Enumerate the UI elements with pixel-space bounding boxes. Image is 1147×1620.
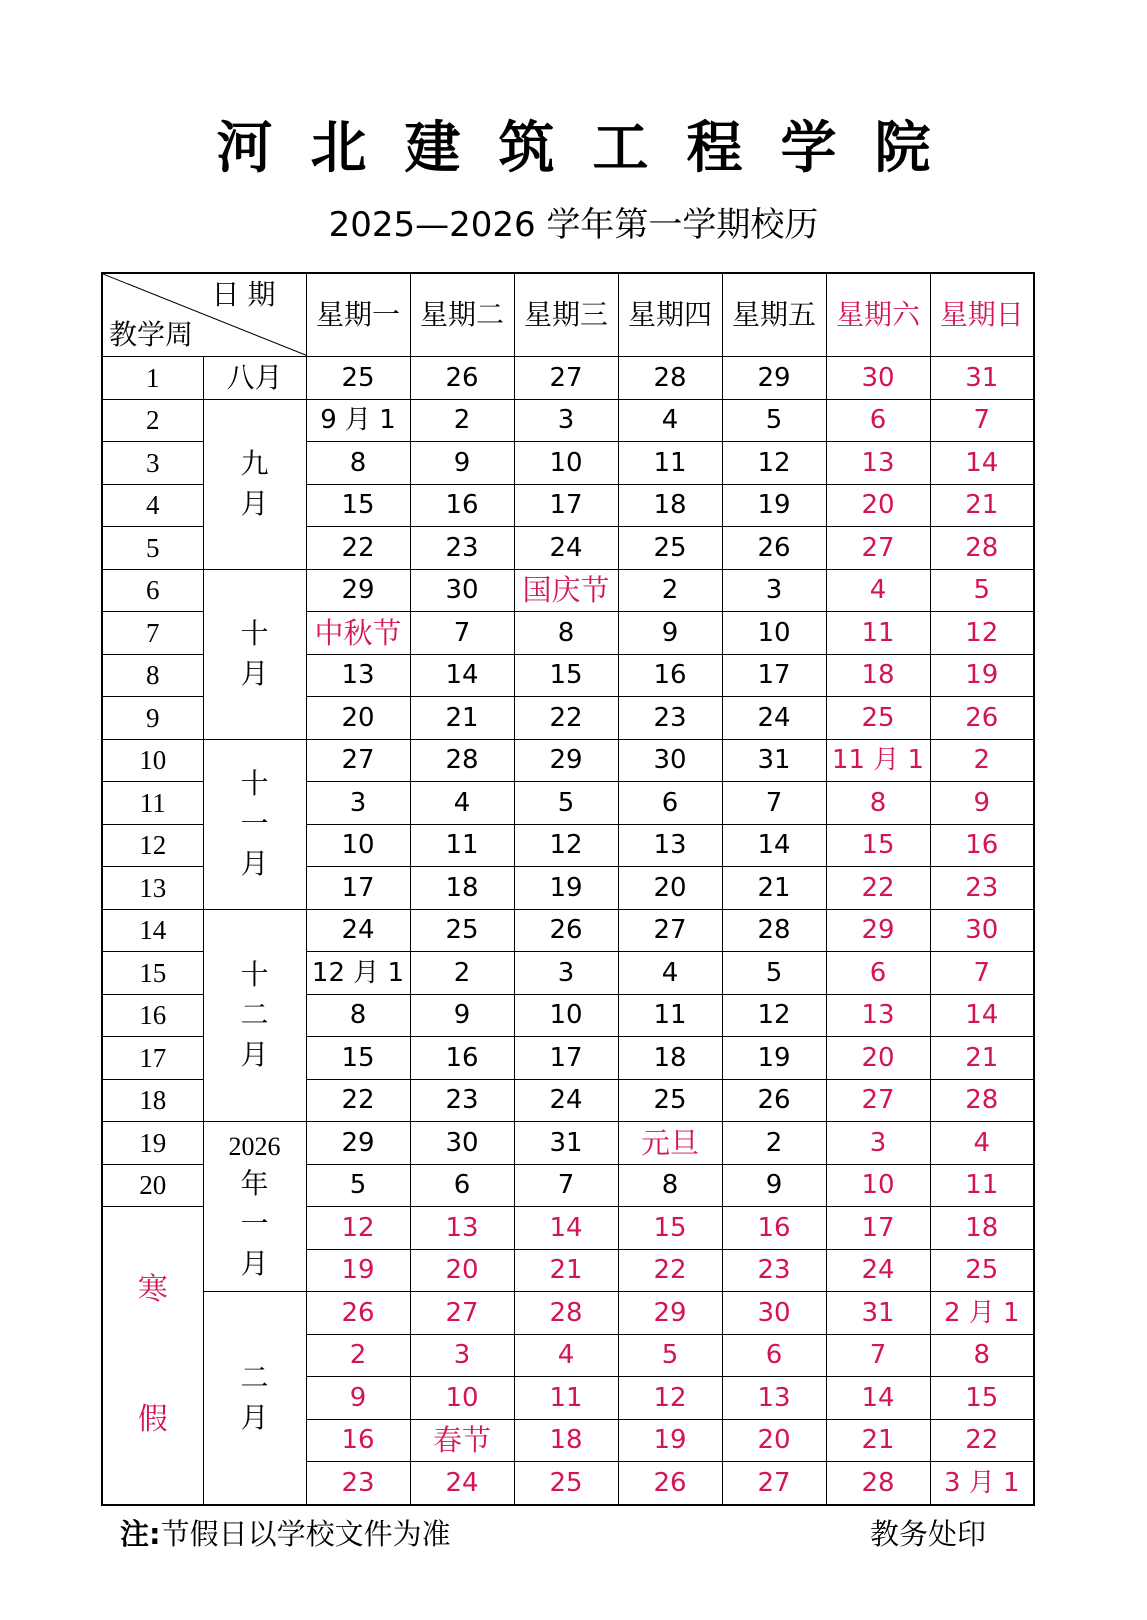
week-number-cell: 5	[102, 527, 203, 570]
date-cell: 24	[410, 1462, 514, 1505]
footer-note-text: 节假日以学校文件为准	[160, 1517, 451, 1551]
table-row	[102, 357, 1034, 400]
date-cell: 5	[722, 399, 826, 442]
date-cell: 20	[306, 697, 410, 740]
date-cell: 12	[722, 994, 826, 1037]
month-label-cell	[203, 1292, 306, 1505]
date-cell: 10	[722, 612, 826, 655]
date-cell: 3	[514, 952, 618, 995]
date-cell: 29	[306, 1122, 410, 1165]
date-cell: 3	[306, 782, 410, 825]
date-cell: 12	[618, 1377, 722, 1420]
date-cell: 19	[514, 867, 618, 910]
date-cell: 11	[826, 612, 930, 655]
date-cell: 6	[618, 782, 722, 825]
date-cell: 18	[618, 1037, 722, 1080]
date-cell: 30	[410, 1122, 514, 1165]
date-cell: 7	[930, 399, 1034, 442]
date-cell: 14	[930, 994, 1034, 1037]
date-cell: 12	[722, 442, 826, 485]
month-label: 二月	[240, 1360, 269, 1434]
date-cell: 6	[826, 952, 930, 995]
table-row	[102, 909, 1034, 952]
date-cell: 29	[514, 739, 618, 782]
month-label-cell	[203, 739, 306, 909]
school-calendar-table	[101, 272, 1035, 1506]
date-cell: 18	[930, 1207, 1034, 1250]
date-cell: 3	[514, 399, 618, 442]
date-cell: 26	[930, 697, 1034, 740]
date-cell: 2	[618, 569, 722, 612]
week-number-cell: 10	[102, 739, 203, 782]
date-cell: 28	[826, 1462, 930, 1505]
date-cell: 6	[722, 1334, 826, 1377]
date-cell: 27	[410, 1292, 514, 1335]
date-cell: 5	[618, 1334, 722, 1377]
week-number-cell: 16	[102, 994, 203, 1037]
date-cell: 4	[930, 1122, 1034, 1165]
date-cell: 25	[514, 1462, 618, 1505]
date-cell: 27	[826, 527, 930, 570]
date-cell: 11	[618, 994, 722, 1037]
date-cell: 11	[930, 1164, 1034, 1207]
date-cell: 21	[410, 697, 514, 740]
date-cell: 4	[514, 1334, 618, 1377]
date-cell: 20	[826, 484, 930, 527]
date-cell: 14	[410, 654, 514, 697]
date-cell: 16	[306, 1419, 410, 1462]
month-label: 九月	[240, 447, 269, 520]
date-cell: 21	[930, 1037, 1034, 1080]
date-cell: 22	[618, 1249, 722, 1292]
date-cell: 25	[410, 909, 514, 952]
date-cell: 28	[722, 909, 826, 952]
date-cell: 16	[410, 484, 514, 527]
week-number-cell: 12	[102, 824, 203, 867]
page-subtitle: 2025—2026 学年第一学期校历	[328, 205, 819, 245]
date-cell: 14	[722, 824, 826, 867]
holiday-cell: 元旦	[618, 1122, 722, 1165]
date-cell: 4	[410, 782, 514, 825]
month-label-cell	[203, 909, 306, 1122]
week-number-cell: 20	[102, 1164, 203, 1207]
date-cell: 12	[514, 824, 618, 867]
date-cell: 31	[514, 1122, 618, 1165]
date-cell: 19	[722, 484, 826, 527]
date-cell: 19	[618, 1419, 722, 1462]
date-cell: 23	[410, 1079, 514, 1122]
date-cell: 27	[306, 739, 410, 782]
date-cell: 30	[618, 739, 722, 782]
date-cell: 7	[514, 1164, 618, 1207]
week-number-cell: 6	[102, 569, 203, 612]
table-row	[102, 1292, 1034, 1335]
date-cell: 26	[306, 1292, 410, 1335]
date-cell: 24	[514, 527, 618, 570]
date-cell: 31	[930, 357, 1034, 400]
weekday-header-thu: 星期四	[618, 273, 722, 357]
date-cell: 24	[722, 697, 826, 740]
date-cell: 16	[930, 824, 1034, 867]
date-cell: 9 月 1	[306, 399, 410, 442]
date-cell: 29	[306, 569, 410, 612]
date-cell: 10	[410, 1377, 514, 1420]
date-cell: 12	[306, 1207, 410, 1250]
date-cell: 23	[722, 1249, 826, 1292]
date-cell: 8	[514, 612, 618, 655]
date-cell: 7	[410, 612, 514, 655]
date-cell: 8	[826, 782, 930, 825]
date-cell: 26	[410, 357, 514, 400]
date-cell: 15	[514, 654, 618, 697]
date-cell: 26	[722, 527, 826, 570]
date-cell: 29	[826, 909, 930, 952]
date-cell: 3 月 1	[930, 1462, 1034, 1505]
winter-vacation-label	[102, 1207, 203, 1505]
date-cell: 27	[826, 1079, 930, 1122]
date-cell: 2 月 1	[930, 1292, 1034, 1335]
date-cell: 18	[826, 654, 930, 697]
date-cell: 30	[930, 909, 1034, 952]
date-cell: 7	[826, 1334, 930, 1377]
date-cell: 8	[306, 994, 410, 1037]
vacation-label-char: 寒	[137, 1272, 168, 1308]
week-number-cell: 17	[102, 1037, 203, 1080]
date-cell: 23	[930, 867, 1034, 910]
date-cell: 17	[306, 867, 410, 910]
table-row	[102, 399, 1034, 442]
date-cell: 29	[722, 357, 826, 400]
weekday-header-sun: 星期日	[930, 273, 1034, 357]
date-cell: 25	[930, 1249, 1034, 1292]
date-cell: 5	[306, 1164, 410, 1207]
month-label-cell	[203, 399, 306, 569]
date-cell: 13	[410, 1207, 514, 1250]
date-cell: 26	[514, 909, 618, 952]
corner-header-cell	[102, 273, 306, 357]
date-cell: 2	[722, 1122, 826, 1165]
date-cell: 2	[930, 739, 1034, 782]
table-row	[102, 569, 1034, 612]
date-cell: 19	[930, 654, 1034, 697]
date-cell: 27	[618, 909, 722, 952]
week-number-cell: 7	[102, 612, 203, 655]
date-cell: 2	[410, 399, 514, 442]
date-cell: 7	[722, 782, 826, 825]
holiday-cell: 中秋节	[306, 612, 410, 655]
date-cell: 13	[618, 824, 722, 867]
weekday-header-fri: 星期五	[722, 273, 826, 357]
date-cell: 25	[618, 527, 722, 570]
month-label: 十二月	[240, 958, 269, 1072]
date-cell: 16	[410, 1037, 514, 1080]
date-cell: 10	[514, 994, 618, 1037]
corner-week-label: 教学周	[109, 318, 194, 351]
date-cell: 27	[722, 1462, 826, 1505]
date-cell: 14	[826, 1377, 930, 1420]
week-number-cell: 4	[102, 484, 203, 527]
footer-note	[120, 1514, 451, 1554]
month-label: 年一月	[240, 1166, 269, 1280]
date-cell: 3	[826, 1122, 930, 1165]
date-cell: 19	[306, 1249, 410, 1292]
table-row	[102, 739, 1034, 782]
date-cell: 22	[826, 867, 930, 910]
footer-signature: 教务处印	[870, 1517, 987, 1551]
date-cell: 23	[306, 1462, 410, 1505]
date-cell: 13	[306, 654, 410, 697]
date-cell: 23	[410, 527, 514, 570]
date-cell: 10	[826, 1164, 930, 1207]
month-year-label: 2026	[228, 1131, 281, 1161]
date-cell: 4	[618, 399, 722, 442]
date-cell: 17	[514, 484, 618, 527]
date-cell: 14	[514, 1207, 618, 1250]
date-cell: 4	[826, 569, 930, 612]
date-cell: 15	[306, 1037, 410, 1080]
holiday-cell: 国庆节	[514, 569, 618, 612]
date-cell: 12	[930, 612, 1034, 655]
date-cell: 9	[618, 612, 722, 655]
date-cell: 11	[410, 824, 514, 867]
date-cell: 8	[306, 442, 410, 485]
weekday-header-tue: 星期二	[410, 273, 514, 357]
date-cell: 22	[514, 697, 618, 740]
vacation-label-char: 假	[137, 1402, 168, 1438]
date-cell: 28	[410, 739, 514, 782]
date-cell: 23	[618, 697, 722, 740]
date-cell: 21	[930, 484, 1034, 527]
date-cell: 24	[306, 909, 410, 952]
date-cell: 22	[306, 1079, 410, 1122]
week-number-cell: 13	[102, 867, 203, 910]
date-cell: 9	[306, 1377, 410, 1420]
date-cell: 13	[826, 994, 930, 1037]
date-cell: 13	[826, 442, 930, 485]
week-number-cell: 18	[102, 1079, 203, 1122]
date-cell: 15	[618, 1207, 722, 1250]
date-cell: 20	[826, 1037, 930, 1080]
date-cell: 25	[826, 697, 930, 740]
date-cell: 20	[410, 1249, 514, 1292]
date-cell: 17	[722, 654, 826, 697]
date-cell: 7	[930, 952, 1034, 995]
date-cell: 24	[514, 1079, 618, 1122]
date-cell: 21	[514, 1249, 618, 1292]
date-cell: 11	[514, 1377, 618, 1420]
date-cell: 10	[514, 442, 618, 485]
month-label-cell	[203, 569, 306, 739]
date-cell: 9	[410, 994, 514, 1037]
date-cell: 31	[826, 1292, 930, 1335]
date-cell: 28	[514, 1292, 618, 1335]
page-title: 河北建筑工程学院	[216, 115, 969, 181]
week-number-cell: 1	[102, 357, 203, 400]
weekday-header-wed: 星期三	[514, 273, 618, 357]
date-cell: 6	[410, 1164, 514, 1207]
date-cell: 20	[722, 1419, 826, 1462]
header-row	[102, 273, 1034, 357]
date-cell: 20	[618, 867, 722, 910]
date-cell: 24	[826, 1249, 930, 1292]
date-cell: 30	[410, 569, 514, 612]
date-cell: 8	[618, 1164, 722, 1207]
date-cell: 5	[930, 569, 1034, 612]
date-cell: 30	[722, 1292, 826, 1335]
date-cell: 15	[306, 484, 410, 527]
month-label: 八月	[226, 360, 283, 394]
date-cell: 25	[306, 357, 410, 400]
date-cell: 31	[722, 739, 826, 782]
date-cell: 18	[618, 484, 722, 527]
week-number-cell: 15	[102, 952, 203, 995]
date-cell: 5	[514, 782, 618, 825]
date-cell: 21	[826, 1419, 930, 1462]
month-label-cell	[203, 357, 306, 400]
date-cell: 10	[306, 824, 410, 867]
date-cell: 12 月 1	[306, 952, 410, 995]
date-cell: 4	[618, 952, 722, 995]
date-cell: 9	[722, 1164, 826, 1207]
date-cell: 2	[410, 952, 514, 995]
week-number-cell: 9	[102, 697, 203, 740]
holiday-cell: 春节	[410, 1419, 514, 1462]
date-cell: 17	[826, 1207, 930, 1250]
date-cell: 15	[930, 1377, 1034, 1420]
date-cell: 3	[410, 1334, 514, 1377]
date-cell: 25	[618, 1079, 722, 1122]
date-cell: 14	[930, 442, 1034, 485]
date-cell: 28	[930, 527, 1034, 570]
week-number-cell: 11	[102, 782, 203, 825]
date-cell: 8	[930, 1334, 1034, 1377]
date-cell: 22	[306, 527, 410, 570]
date-cell: 9	[930, 782, 1034, 825]
weekday-header-sat: 星期六	[826, 273, 930, 357]
date-cell: 19	[722, 1037, 826, 1080]
date-cell: 11 月 1	[826, 739, 930, 782]
date-cell: 29	[618, 1292, 722, 1335]
date-cell: 21	[722, 867, 826, 910]
date-cell: 16	[618, 654, 722, 697]
date-cell: 9	[410, 442, 514, 485]
date-cell: 5	[722, 952, 826, 995]
date-cell: 30	[826, 357, 930, 400]
week-number-cell: 3	[102, 442, 203, 485]
week-number-cell: 2	[102, 399, 203, 442]
date-cell: 6	[826, 399, 930, 442]
table-row	[102, 1122, 1034, 1165]
date-cell: 28	[618, 357, 722, 400]
date-cell: 17	[514, 1037, 618, 1080]
date-cell: 18	[514, 1419, 618, 1462]
footer-note-label: 注:	[120, 1517, 161, 1551]
month-label: 十月	[240, 617, 269, 690]
week-number-cell: 19	[102, 1122, 203, 1165]
date-cell: 26	[618, 1462, 722, 1505]
date-cell: 18	[410, 867, 514, 910]
corner-date-label: 日期	[211, 278, 284, 311]
date-cell: 3	[722, 569, 826, 612]
date-cell: 28	[930, 1079, 1034, 1122]
month-label: 十一月	[240, 767, 269, 880]
date-cell: 2	[306, 1334, 410, 1377]
month-label-cell	[203, 1122, 306, 1292]
week-number-cell: 14	[102, 909, 203, 952]
date-cell: 26	[722, 1079, 826, 1122]
date-cell: 16	[722, 1207, 826, 1250]
date-cell: 11	[618, 442, 722, 485]
weekday-header-mon: 星期一	[306, 273, 410, 357]
date-cell: 15	[826, 824, 930, 867]
date-cell: 13	[722, 1377, 826, 1420]
date-cell: 22	[930, 1419, 1034, 1462]
date-cell: 27	[514, 357, 618, 400]
week-number-cell: 8	[102, 654, 203, 697]
